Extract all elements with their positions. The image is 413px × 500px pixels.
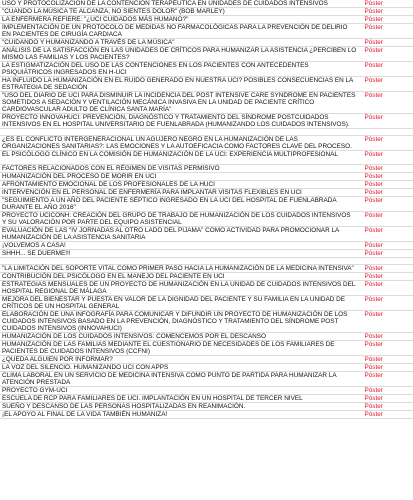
- publication-row: [0, 8, 413, 16]
- publication-title: HA INFLUIDO LA HUMANIZACIÓN EN EL RUIDO GENERADO EN NUESTRA UCI? POSIBLES CONSECUENCIAS EN LA ESTRATEGIA DE SEDACIÓN: [0, 77, 358, 92]
- publication-type: Póster: [358, 333, 413, 341]
- publication-row: [0, 189, 413, 197]
- publication-type: Póster: [358, 242, 413, 250]
- publication-title: ¿ES EL CONFLICTO INTERGENERACIONAL UN AGUJERO NEGRO EN LA HUMANIZACIÓN DE LAS ORGANIZACIONES SANITARIAS?: LAS EMOCIONES Y LA AUTOEFICACIA COMO FACTORES CLAVE DEL PROCESO.: [0, 136, 358, 151]
- publication-type: Póster: [358, 151, 413, 165]
- publication-type: [358, 129, 413, 136]
- publication-row: [0, 16, 413, 24]
- publication-title: IMPLEMENTACIÓN DE UN PROTOCOLO DE MEDIDAS NO FARMACOLÓGICAS PARA LA PREVENCIÓN DE DELIRIO EN PACIENTES DE CIRUGÍA CARDIACA: [0, 24, 358, 39]
- publication-row: [0, 356, 413, 364]
- publication-type: Póster: [358, 341, 413, 356]
- publication-row: [0, 242, 413, 250]
- publication-row: [0, 403, 413, 411]
- publication-row: [0, 173, 413, 181]
- publication-type: Póster: [358, 411, 413, 419]
- publication-type: Póster: [358, 387, 413, 395]
- publication-type: Póster: [358, 273, 413, 281]
- publication-title: "SEGUIMIENTO A UN AÑO DEL PACIENTE SÉPTICO INGRESADO EN LA UCI DEL HOSPITAL DE FUENLABRADA DURANTE EL AÑO 2016": [0, 197, 358, 212]
- publication-title: EL PSICÓLOGO CLÍNICO EN LA COMISIÓN DE HUMANIZACIÓN DE LA UCI: EXPERIENCIA MULTIPROFESIONAL: [0, 151, 358, 165]
- publication-row: [0, 77, 413, 92]
- publication-type: Póster: [358, 189, 413, 197]
- publication-row: [0, 227, 413, 242]
- publication-type: Póster: [358, 395, 413, 403]
- publication-row: [0, 281, 413, 296]
- publication-row: [0, 296, 413, 311]
- publication-type: Póster: [358, 372, 413, 387]
- publication-row: [0, 411, 413, 419]
- publication-title: [0, 258, 358, 265]
- publication-type: [358, 258, 413, 265]
- publication-type: Póster: [358, 92, 413, 114]
- publication-title: HUMANIZACIÓN DEL PROCESO DE MORIR EN UCI: [0, 173, 358, 181]
- publication-type: Póster: [358, 403, 413, 411]
- publication-type: Póster: [358, 0, 413, 8]
- publication-type: Póster: [358, 8, 413, 16]
- publication-row: [0, 47, 413, 62]
- publication-type: Póster: [358, 16, 413, 24]
- publication-row: [0, 24, 413, 39]
- publication-type: Póster: [358, 24, 413, 39]
- publication-title: INTERVENCIÓN EN EL PERSONAL DE ENFERMERÍA PARA IMPLANTAR VISITAS FLEXIBLES EN UCI: [0, 189, 358, 197]
- spacer-row: [0, 129, 413, 136]
- publication-title: USO Y PROTOCOLIZACIÓN DE LA CONTENCIÓN TERAPÉUTICA EN UNIDADES DE CUIDADOS INTENSIVOS: [0, 0, 358, 8]
- publication-title: EVALUACIÓN DE LAS "IV JORNADAS AL OTRO LADO DEL PIJAMA" COMO ACTIVIDAD PARA PROMOCIONAR LA HUMANIZACIÓN DE LA ASISTENCIA SANITARIA: [0, 227, 358, 242]
- publication-title: HUMANIZACIÓN DE LOS CUIDADOS INTENSIVOS: COMENCEMOS POR EL DESCANSO: [0, 333, 358, 341]
- publication-row: [0, 341, 413, 356]
- publication-row: [0, 62, 413, 77]
- publication-type: Póster: [358, 197, 413, 212]
- publication-type: Póster: [358, 265, 413, 273]
- publication-title: ELABORACIÓN DE UNA INFOGRAFÍA PARA COMUNICAR Y DIFUNDIR UN PROYECTO DE HUMANIZACIÓN DE LOS CUIDADOS INTENSIVOS BASADO EN LA PREVENCIÓN, DIAGNÓSTICO Y TRATAMIENTO DEL SÍNDROME POST CUIDADOS INTENSIVOS (INNOVAHUCI): [0, 311, 358, 333]
- publication-title: "LA LIMITACIÓN DEL SOPORTE VITAL COMO PRIMER PASO HACIA LA HUMANIZACIÓN DE LA MEDICINA INTENSIVA": [0, 265, 358, 273]
- publication-type: Póster: [358, 212, 413, 227]
- publication-row: [0, 395, 413, 403]
- publication-type: Póster: [358, 281, 413, 296]
- publication-row: [0, 387, 413, 395]
- publication-row: [0, 250, 413, 258]
- publication-type: Póster: [358, 364, 413, 372]
- publication-title: HUMANIZACIÓN DE LAS FAMILIAS MEDIANTE EL CUESTIONARIO DE NECESIDADES DE LOS FAMILIARES DE PACIENTES DE CUIDADOS INTENSIVOS (CCFNI): [0, 341, 358, 356]
- publication-type: Póster: [358, 136, 413, 151]
- publication-title: ESTRATEGIAS MENSUALES DE UN PROYECTO DE HUMANIZACIÓN EN LA UNIDAD DE CUIDADOS INTENSIVOS DEL HOSPITAL REGIONAL DE MÁLAGA: [0, 281, 358, 296]
- publication-type: Póster: [358, 62, 413, 77]
- publication-row: [0, 114, 413, 129]
- publication-type: Póster: [358, 173, 413, 181]
- publication-type: Póster: [358, 250, 413, 258]
- publication-row: [0, 136, 413, 151]
- publication-title: ¡EL APOYO AL FINAL DE LA VIDA TAMBIÉN HUMANIZA!: [0, 411, 358, 419]
- publication-title: LA ENFERMERA REFIERE: "¿UCI CUIDADOS MÁS HUMANO?": [0, 16, 358, 24]
- publication-row: [0, 197, 413, 212]
- publication-row: [0, 265, 413, 273]
- publication-title: AFRONTAMIENTO EMOCIONAL DE LOS PROFESIONALES DE LA HUCI: [0, 181, 358, 189]
- publication-type: Póster: [358, 181, 413, 189]
- publication-type: Póster: [358, 227, 413, 242]
- publication-title: SUEÑO Y DESCANSO DE LAS PERSONAS HOSPITALIZADAS EN REANIMACIÓN.: [0, 403, 358, 411]
- publication-title: "CUANDO LA MÚSICA TE ALCANZA, NO SIENTES DOLOR" (BOB MARLEY): [0, 8, 358, 16]
- publication-title: CLIMA LABORAL EN UN SERVICIO DE MEDICINA INTENSIVA COMO PUNTO DE PARTIDA PARA HUMANIZAR LA ATENCIÓN PRESTADA: [0, 372, 358, 387]
- publication-type: Póster: [358, 165, 413, 173]
- publication-row: [0, 311, 413, 333]
- publication-title: ANÁLISIS DE LA SATISFACCIÓN EN LAS UNIDADES DE CRÍTICOS PARA HUMANIZAR LA ASISTENCIA ¿PERCIBEN LO MISMO LAS FAMILIAS Y LOS PACIENTES?: [0, 47, 358, 62]
- publication-row: [0, 0, 413, 8]
- publication-row: [0, 39, 413, 47]
- publication-title: ¿QUEDA ALGUIEN POR INFORMAR?: [0, 356, 358, 364]
- publication-row: [0, 212, 413, 227]
- publication-row: [0, 364, 413, 372]
- publication-title: PROYECTO UCICONH: CREACIÓN DEL GRUPO DE TRABAJO DE HUMANIZACIÓN DE LOS CUIDADOS INTENSIVOS Y SU VALORACIÓN POR PARTE DEL EQUIPO ASISTENCIAL: [0, 212, 358, 227]
- publication-row: [0, 372, 413, 387]
- publication-title: LA ESTIGMATIZACIÓN DEL USO DE LAS CONTENCIONES EN LOS PACIENTES CON ANTECEDENTES PSIQUIÁTRICOS INGRESADOS EN H-UCI: [0, 62, 358, 77]
- publication-row: [0, 181, 413, 189]
- publication-type: Póster: [358, 296, 413, 311]
- publication-row: [0, 165, 413, 173]
- publication-title: "USO DEL DIARIO DE UCI PARA DISMINUIR LA INCIDENCIA DEL POST INTENSIVE CARE SYNDROME EN PACIENTES SOMETIDOS A SEDACIÓN Y VENTILACIÓN MECÁNICA INVASIVA EN LA UNIDAD DE PACIENTE CRÍTICO CARDIOVASCULAR ADULTO DE CLÍNICA SANTA MARÍA": [0, 92, 358, 114]
- publication-title: FACTORES RELACIONADOS CON EL RÉGIMEN DE VISITAS PERMISIVO: [0, 165, 358, 173]
- publication-title: "CUIDANDO Y HUMANIZANDO A TRAVÉS DE LA MÚSICA": [0, 39, 358, 47]
- publication-title: PROYECTO GYM-UCI: [0, 387, 358, 395]
- publication-row: [0, 151, 413, 165]
- publication-title: MEJORA DEL BIENESTAR Y PUESTA EN VALOR DE LA DIGNIDAD DEL PACIENTE Y SU FAMILIA EN LA UNIDAD DE CRÍTICOS DE UN HOSPITAL GENERAL: [0, 296, 358, 311]
- publication-title: ¡VOLVEMOS A CASA!: [0, 242, 358, 250]
- publication-title: SHHH... SE DUERME!!!: [0, 250, 358, 258]
- publication-row: [0, 92, 413, 114]
- publication-title: CONTRIBUCIÓN DEL PSICÓLOGO EN EL MANEJO DEL PACIENTE EN UCI: [0, 273, 358, 281]
- publication-type: Póster: [358, 47, 413, 62]
- publication-row: [0, 273, 413, 281]
- spacer-row: [0, 258, 413, 265]
- publication-type: Póster: [358, 356, 413, 364]
- publication-type: Póster: [358, 311, 413, 333]
- publication-type: Póster: [358, 39, 413, 47]
- publication-title: PROYECTO INNOVAHUCI: PREVENCIÓN, DIAGNÓSTICO Y TRATAMIENTO DEL SÍNDROME POSTCUIDADOS INTENSIVOS EN EL HOSPITAL UNIVERSITARIO DE FUENLABRADA (HUMANIZANDO LOS CUIDADOS INTENSIVOS).: [0, 114, 358, 129]
- publication-title: ESCUELA DE RCP PARA FAMILIARES DE UCI. IMPLANTACIÓN EN UN HOSPITAL DE TERCER NIVEL: [0, 395, 358, 403]
- publication-title: [0, 129, 358, 136]
- publication-title: LA VOZ DEL SILENCIO. HUMANIZANDO UCI CON APPS: [0, 364, 358, 372]
- publication-row: [0, 333, 413, 341]
- publication-type: Póster: [358, 114, 413, 129]
- publication-type: Póster: [358, 77, 413, 92]
